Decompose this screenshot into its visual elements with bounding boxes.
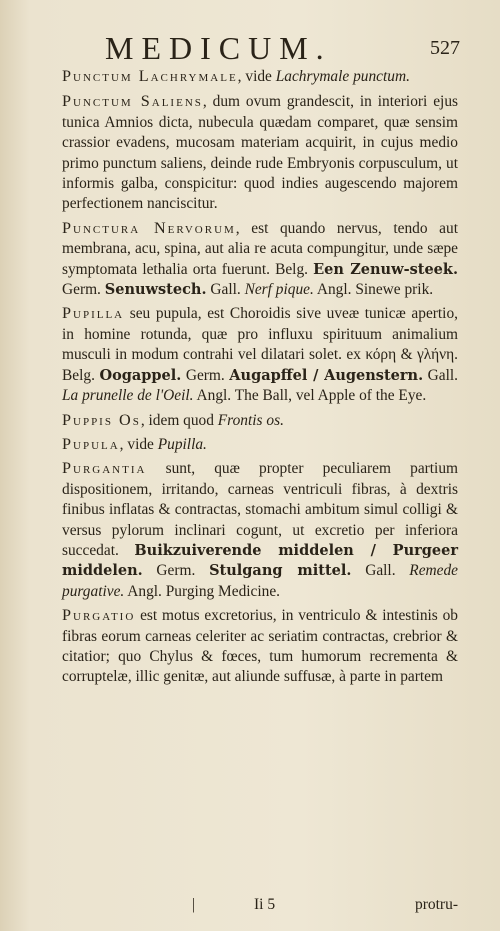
entry-italic-text: Nerf pique. (244, 281, 314, 299)
dictionary-entry (62, 66, 458, 87)
entry-blackletter-text: Buikzuiverende middelen / Purgeer middelen. (62, 541, 458, 580)
dictionary-entry (62, 303, 458, 406)
footer-rule-mark: | (192, 896, 196, 913)
entry-headword: Puppis Os (62, 410, 141, 429)
entry-text: Gall. (206, 281, 245, 299)
entry-headword: Pupula (62, 434, 120, 453)
entry-text: Germ. (181, 366, 230, 384)
entry-headword: Punctum Saliens (62, 92, 203, 111)
entry-text: Angl. The Ball, vel Apple of the Eye. (193, 387, 427, 405)
catchword: protru- (414, 896, 458, 913)
entry-text: Germ. (142, 562, 210, 580)
entry-blackletter-text: Stulgang mittel. (209, 562, 352, 580)
entry-text: Angl. Purging Medicine. (124, 582, 281, 600)
entry-headword: Purgantia (62, 459, 147, 478)
entry-text: Gall. (351, 562, 410, 580)
signature-mark: Ii 5 (254, 896, 276, 913)
dictionary-entry (62, 410, 458, 431)
entry-italic-text: Lachrymale punctum. (275, 68, 410, 85)
entry-text: , vide (119, 435, 158, 453)
entry-text: , vide (237, 68, 276, 85)
running-title: MEDICUM. (105, 30, 332, 66)
page-footer (62, 896, 458, 920)
page-number: 527 (430, 37, 460, 59)
dictionary-body (62, 66, 458, 691)
entry-blackletter-text: Augapffel / Augenstern. (229, 366, 424, 384)
dictionary-entry (62, 605, 458, 688)
entry-text: sunt, quæ propter peculiarem partium dispositionem, irritando, carneas ventriculi fibras, à dextris finibus inflatas & contractas, stomachi ambitum simul colligi & versus pylorum inclinari cogunt, ut excretio per inferiora succedat. (62, 460, 458, 559)
entry-headword: Pupilla (62, 304, 125, 323)
entry-italic-text: Pupilla. (157, 435, 207, 453)
dictionary-entry (62, 434, 458, 455)
entry-text: , est quando nervus, tendo aut membrana, acu, spina, aut alia re acuta compungitur, unde sæpe symptomata lethalia orta fuerunt. Belg. (62, 219, 458, 278)
dictionary-entry (62, 218, 458, 301)
entry-text: , idem quod (140, 411, 218, 429)
entry-text: seu pupula, est Choroidis sive uveæ tunicæ apertio, in homine rotunda, quæ pro influxu spirituum animalium musculi in modum contrahi vel dilatari solet. ex κόρη & γλήνη. Belg. (62, 305, 458, 384)
entry-blackletter-text: Senuwstech. (104, 281, 207, 299)
running-head (60, 28, 460, 68)
entry-text: est motus excretorius, in ventriculo & intestinis ob fibras eorum carneas celeriter ac seriatim contractas, crebrior & citatior; quo Chylus & fœces, tum humorum recrementa & corruptelæ, illic genitæ, aut aliunde suffusæ, à parte in partem (62, 607, 458, 686)
entry-italic-text: La prunelle de l'Oeil. (62, 387, 194, 405)
entry-blackletter-text: Een Zenuw-steek. (313, 260, 458, 278)
entry-headword: Purgatio (62, 606, 136, 625)
entry-italic-text: Frontis os. (217, 411, 284, 429)
entry-text: Gall. (423, 366, 459, 384)
entry-headword: Punctura Nervorum (62, 218, 236, 237)
dictionary-entry (62, 91, 458, 214)
dictionary-entry (62, 458, 458, 602)
entry-text: Germ. (62, 281, 105, 299)
entry-italic-text: Remede purgative. (62, 562, 459, 600)
entry-blackletter-text: Oogappel. (99, 366, 182, 384)
entry-text: Angl. Sinewe prik. (313, 281, 434, 299)
entry-headword: Punctum Lachrymale (62, 67, 238, 85)
entry-text: , dum ovum grandescit, in interiori ejus tunica Amnios dicta, nubecula quædam comparet, quæ sensim crassior evadens, mucosam materiam acquirit, in cujus medio primo punctum saliens, deinde rude Embryonis corpusculum, ut informis galba, conspicitur: quod indies augescendo majorem perfectionem nanciscitur. (62, 93, 458, 213)
